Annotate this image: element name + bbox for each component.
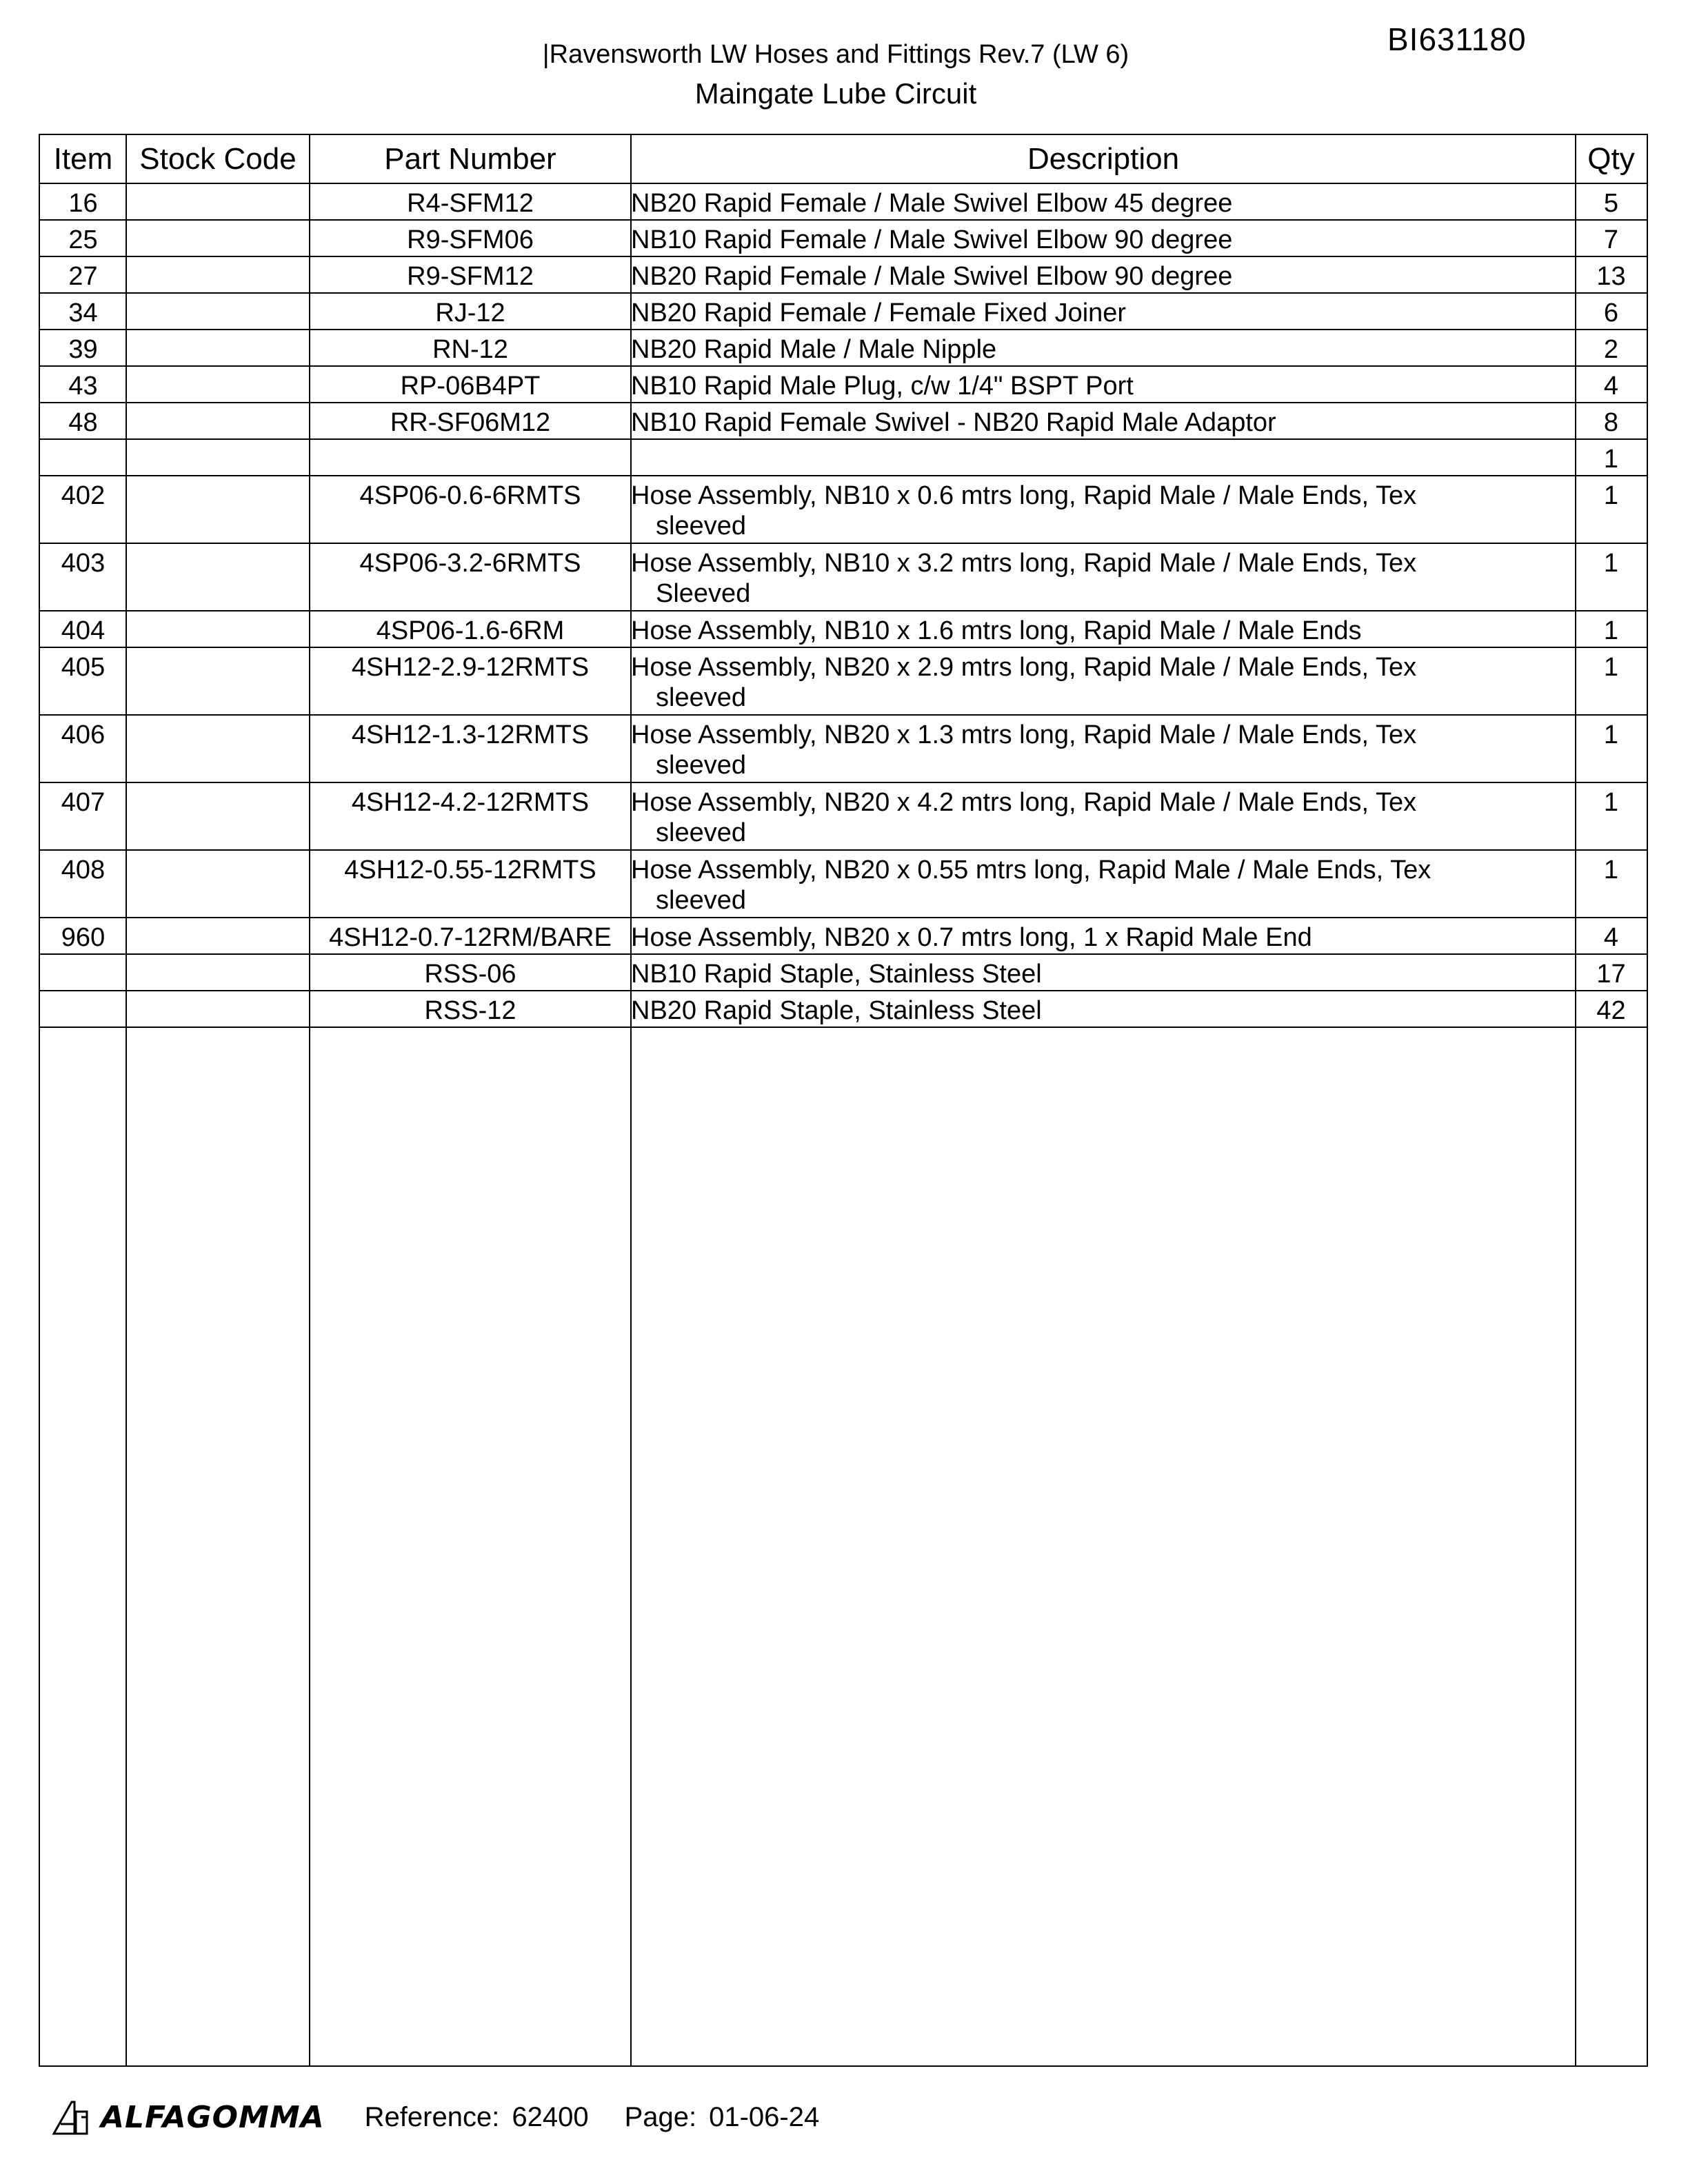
description-cell: [631, 918, 1576, 954]
stock-code-cell: [126, 850, 310, 918]
description-cell: [631, 439, 1576, 476]
description-continuation: sleeved: [656, 818, 746, 847]
description-cell: [631, 850, 1576, 918]
qty-cell: 5: [1576, 183, 1647, 220]
description-text: NB20 Rapid Female / Female Fixed Joiner: [631, 299, 1127, 327]
description-text: Hose Assembly, NB10 x 3.2 mtrs long, Rapid Male / Male Ends, Tex: [631, 549, 1417, 578]
part-number-cell: 4SH12-1.3-12RMTS: [310, 715, 631, 782]
table-header-row: [40, 135, 1647, 183]
description-cell: [631, 611, 1576, 647]
page-label: Page:: [624, 2101, 697, 2132]
column-header-description: Description: [631, 135, 1576, 183]
qty-cell: 1: [1576, 715, 1647, 782]
table-row: [40, 403, 1647, 439]
description-text: NB10 Rapid Staple, Stainless Steel: [631, 960, 1042, 989]
part-number-cell: RJ-12: [310, 293, 631, 330]
document-subtitle: [0, 77, 1688, 110]
description-cell: [631, 715, 1576, 782]
table-row: [40, 476, 1647, 543]
item-cell: 39: [40, 330, 126, 366]
description-cell: [631, 183, 1576, 220]
item-cell: 27: [40, 256, 126, 293]
part-number-cell: RSS-06: [310, 954, 631, 991]
qty-cell: 7: [1576, 220, 1647, 256]
table-row: [40, 918, 1647, 954]
stock-code-cell: [126, 715, 310, 782]
qty-cell: 4: [1576, 918, 1647, 954]
part-number-cell: R4-SFM12: [310, 183, 631, 220]
item-cell: [40, 954, 126, 991]
table-row: [40, 991, 1647, 1027]
description-cell: [631, 476, 1576, 543]
description-text: NB10 Rapid Female Swivel - NB20 Rapid Male Adaptor: [631, 408, 1276, 437]
description-cell: [631, 256, 1576, 293]
table-row: [40, 543, 1647, 611]
stock-code-cell: [126, 403, 310, 439]
qty-cell: 42: [1576, 991, 1647, 1027]
table-row: [40, 850, 1647, 918]
description-continuation: Sleeved: [656, 579, 751, 608]
table-row: [40, 183, 1647, 220]
part-number-cell: 4SH12-4.2-12RMTS: [310, 782, 631, 850]
item-cell: 408: [40, 850, 126, 918]
table-row: [40, 256, 1647, 293]
qty-cell: 2: [1576, 330, 1647, 366]
description-cell: [631, 220, 1576, 256]
description-continuation: sleeved: [656, 886, 746, 915]
item-cell: 403: [40, 543, 126, 611]
stock-code-cell: [126, 647, 310, 715]
qty-cell: 4: [1576, 366, 1647, 403]
document-title-text: |Ravensworth LW Hoses and Fittings Rev.7 (LW 6): [542, 40, 1129, 69]
qty-cell: 1: [1576, 611, 1647, 647]
description-cell: [631, 330, 1576, 366]
description-cell: [631, 647, 1576, 715]
stock-code-cell: [126, 543, 310, 611]
part-number-cell: RSS-12: [310, 991, 631, 1027]
footer: [51, 2096, 819, 2138]
part-number-cell: R9-SFM12: [310, 256, 631, 293]
description-text: NB20 Rapid Staple, Stainless Steel: [631, 996, 1042, 1025]
description-text: NB20 Rapid Male / Male Nipple: [631, 335, 997, 364]
item-cell: [40, 991, 126, 1027]
item-cell: 48: [40, 403, 126, 439]
part-number-cell: RP-06B4PT: [310, 366, 631, 403]
alfagomma-logo-icon: [51, 2098, 90, 2136]
document-title: [0, 40, 1688, 70]
description-text: NB20 Rapid Female / Male Swivel Elbow 90 degree: [631, 262, 1233, 291]
qty-cell: 13: [1576, 256, 1647, 293]
qty-cell: 8: [1576, 403, 1647, 439]
part-number-cell: RN-12: [310, 330, 631, 366]
stock-code-cell: [126, 991, 310, 1027]
description-text: NB10 Rapid Male Plug, c/w 1/4" BSPT Port: [631, 372, 1134, 401]
part-number-cell: [310, 439, 631, 476]
description-continuation: sleeved: [656, 683, 746, 712]
item-cell: 405: [40, 647, 126, 715]
description-cell: [631, 782, 1576, 850]
table-row: [40, 782, 1647, 850]
stock-code-cell: [126, 611, 310, 647]
item-cell: 43: [40, 366, 126, 403]
item-cell: 25: [40, 220, 126, 256]
parts-table-frame: [39, 134, 1648, 2067]
stock-code-cell: [126, 330, 310, 366]
part-number-cell: 4SH12-2.9-12RMTS: [310, 647, 631, 715]
description-cell: [631, 543, 1576, 611]
description-text: Hose Assembly, NB20 x 2.9 mtrs long, Rapid Male / Male Ends, Tex: [631, 653, 1417, 682]
column-header-item: Item: [40, 135, 126, 183]
stock-code-cell: [126, 476, 310, 543]
stock-code-cell: [126, 256, 310, 293]
qty-cell: 6: [1576, 293, 1647, 330]
qty-cell: 1: [1576, 476, 1647, 543]
item-cell: 16: [40, 183, 126, 220]
description-text: Hose Assembly, NB20 x 4.2 mtrs long, Rapid Male / Male Ends, Tex: [631, 788, 1417, 817]
description-text: Hose Assembly, NB20 x 0.7 mtrs long, 1 x Rapid Male End: [631, 923, 1312, 952]
table-row: [40, 330, 1647, 366]
stock-code-cell: [126, 954, 310, 991]
table-row: [40, 954, 1647, 991]
column-header-stock-code: Stock Code: [126, 135, 310, 183]
table-row: [40, 715, 1647, 782]
parts-table: [40, 135, 1647, 1028]
description-text: NB20 Rapid Female / Male Swivel Elbow 45 degree: [631, 189, 1233, 218]
brand-logo-text: ALFAGOMMA: [101, 2099, 325, 2135]
description-cell: [631, 293, 1576, 330]
table-row: [40, 293, 1647, 330]
description-cell: [631, 954, 1576, 991]
part-number-cell: 4SP06-3.2-6RMTS: [310, 543, 631, 611]
item-cell: [40, 439, 126, 476]
qty-cell: 17: [1576, 954, 1647, 991]
stock-code-cell: [126, 918, 310, 954]
description-text: Hose Assembly, NB10 x 0.6 mtrs long, Rapid Male / Male Ends, Tex: [631, 481, 1417, 510]
item-cell: 960: [40, 918, 126, 954]
part-number-cell: R9-SFM06: [310, 220, 631, 256]
qty-cell: 1: [1576, 647, 1647, 715]
description-continuation: sleeved: [656, 512, 746, 540]
part-number-cell: RR-SF06M12: [310, 403, 631, 439]
stock-code-cell: [126, 366, 310, 403]
qty-cell: 1: [1576, 850, 1647, 918]
qty-cell: 1: [1576, 543, 1647, 611]
qty-cell: 1: [1576, 439, 1647, 476]
description-continuation: sleeved: [656, 751, 746, 780]
stock-code-cell: [126, 439, 310, 476]
reference-value: 62400: [512, 2101, 589, 2132]
item-cell: 34: [40, 293, 126, 330]
description-cell: [631, 366, 1576, 403]
qty-cell: 1: [1576, 782, 1647, 850]
column-header-qty: Qty: [1576, 135, 1647, 183]
document-id: BI631180: [1387, 21, 1527, 57]
part-number-cell: 4SP06-0.6-6RMTS: [310, 476, 631, 543]
description-text: Hose Assembly, NB10 x 1.6 mtrs long, Rapid Male / Male Ends: [631, 616, 1362, 645]
part-number-cell: 4SH12-0.7-12RM/BARE: [310, 918, 631, 954]
reference-label: Reference:: [364, 2101, 500, 2132]
stock-code-cell: [126, 782, 310, 850]
document-subtitle-text: Maingate Lube Circuit: [694, 77, 977, 110]
description-cell: [631, 991, 1576, 1027]
description-text: NB10 Rapid Female / Male Swivel Elbow 90 degree: [631, 225, 1233, 254]
table-row: [40, 611, 1647, 647]
page-value: 01-06-24: [709, 2101, 820, 2132]
item-cell: 404: [40, 611, 126, 647]
column-header-part-number: Part Number: [310, 135, 631, 183]
item-cell: 402: [40, 476, 126, 543]
item-cell: 407: [40, 782, 126, 850]
table-row: [40, 220, 1647, 256]
item-cell: 406: [40, 715, 126, 782]
part-number-cell: 4SP06-1.6-6RM: [310, 611, 631, 647]
stock-code-cell: [126, 220, 310, 256]
description-text: Hose Assembly, NB20 x 0.55 mtrs long, Rapid Male / Male Ends, Tex: [631, 856, 1431, 884]
stock-code-cell: [126, 293, 310, 330]
description-text: Hose Assembly, NB20 x 1.3 mtrs long, Rapid Male / Male Ends, Tex: [631, 720, 1417, 749]
part-number-cell: 4SH12-0.55-12RMTS: [310, 850, 631, 918]
description-cell: [631, 403, 1576, 439]
stock-code-cell: [126, 183, 310, 220]
table-row: [40, 439, 1647, 476]
table-row: [40, 647, 1647, 715]
table-row: [40, 366, 1647, 403]
